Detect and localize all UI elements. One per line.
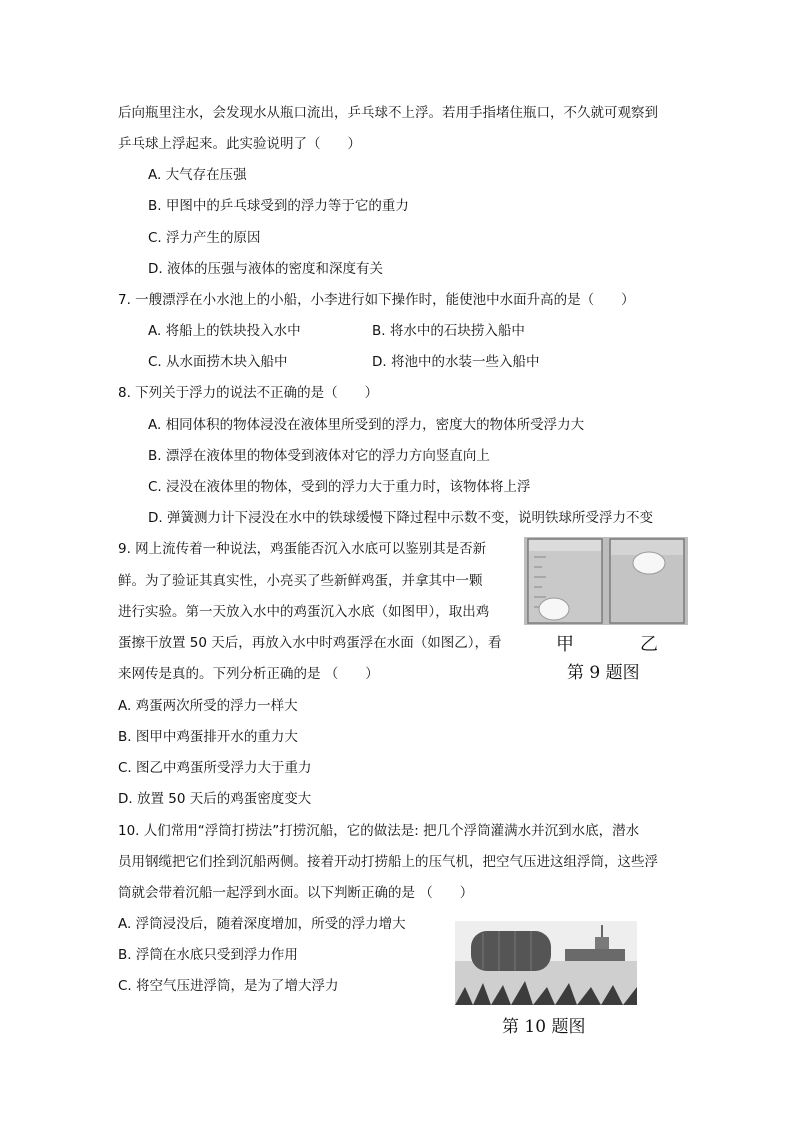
- q8-option-b: B. 漂浮在液体里的物体受到液体对它的浮力方向竖直向上: [148, 448, 490, 464]
- q10-stem-line-2: 员用钢缆把它们拴到沉船两侧。接着开动打捞船上的压气机，把空气压进这组浮筒，这些浮: [118, 854, 658, 870]
- q10-option-a: A. 浮筒浸没后，随着深度增加，所受的浮力增大: [118, 916, 406, 932]
- q8-stem: 8. 下列关于浮力的说法不正确的是（ ）: [118, 385, 379, 401]
- q9-stem-line-3: 进行实验。第一天放入水中的鸡蛋沉入水底（如图甲），取出鸡: [118, 604, 490, 620]
- q7-stem: 7. 一艘漂浮在小水池上的小船，小李进行如下操作时，能使池中水面升高的是（ ）: [118, 292, 635, 308]
- q6-option-a: A. 大气存在压强: [148, 167, 247, 183]
- q10-figure-caption: 第 10 题图: [502, 1017, 586, 1037]
- salvage-pontoon-illustration: [455, 921, 637, 1005]
- q7-option-c: C. 从水面捞木块入船中: [148, 354, 288, 370]
- q7-option-d: D. 将池中的水装一些入船中: [372, 354, 540, 370]
- q10-option-c: C. 将空气压进浮筒，是为了增大浮力: [118, 978, 339, 994]
- q6-stem-line-1: 后向瓶里注水，会发现水从瓶口流出，乒乓球不上浮。若用手指堵住瓶口，不久就可观察到: [118, 105, 658, 121]
- q9-stem-line-1: 9. 网上流传着一种说法，鸡蛋能否沉入水底可以鉴别其是否新: [118, 541, 487, 557]
- q9-option-d: D. 放置 50 天后的鸡蛋密度变大: [118, 791, 312, 807]
- q10-stem-line-3: 筒就会带着沉船一起浮到水面。以下判断正确的是 （ ）: [118, 885, 474, 901]
- q9-egg-beakers-figure: [524, 537, 688, 625]
- q9-stem-line-2: 鲜。为了验证其真实性，小亮买了些新鲜鸡蛋，并拿其中一颗: [118, 573, 483, 589]
- q9-label-jia: 甲: [556, 634, 574, 655]
- q8-option-a: A. 相同体积的物体浸没在液体里所受到的浮力，密度大的物体所受浮力大: [148, 417, 585, 433]
- q9-option-c: C. 图乙中鸡蛋所受浮力大于重力: [118, 760, 312, 776]
- egg-beakers-illustration: [524, 537, 688, 625]
- q6-option-d: D. 液体的压强与液体的密度和深度有关: [148, 261, 383, 277]
- q9-figure-caption: 第 9 题图: [567, 663, 640, 683]
- q9-label-yi: 乙: [640, 634, 658, 655]
- q8-option-c: C. 浸没在液体里的物体，受到的浮力大于重力时，该物体将上浮: [148, 479, 531, 495]
- q7-option-a: A. 将船上的铁块投入水中: [148, 323, 301, 339]
- q6-stem-line-2: 乒乓球上浮起来。此实验说明了（ ）: [118, 136, 361, 152]
- q7-option-b: B. 将水中的石块捞入船中: [372, 323, 525, 339]
- q6-option-b: B. 甲图中的乒乓球受到的浮力等于它的重力: [148, 198, 409, 214]
- q9-option-b: B. 图甲中鸡蛋排开水的重力大: [118, 729, 298, 745]
- q9-stem-line-4: 蛋擦干放置 50 天后，再放入水中时鸡蛋浮在水面（如图乙），看: [118, 635, 502, 651]
- q10-option-b: B. 浮筒在水底只受到浮力作用: [118, 947, 298, 963]
- q9-option-a: A. 鸡蛋两次所受的浮力一样大: [118, 698, 298, 714]
- q10-stem-line-1: 10. 人们常用“浮筒打捞法”打捞沉船，它的做法是: 把几个浮筒灌满水并沉到水底，潜水: [118, 823, 640, 839]
- q6-option-c: C. 浮力产生的原因: [148, 230, 261, 246]
- q10-pontoon-photo: [455, 921, 637, 1005]
- q8-option-d: D. 弹簧测力计下浸没在水中的铁球缓慢下降过程中示数不变，说明铁球所受浮力不变: [148, 510, 653, 526]
- q9-stem-line-5: 来网传是真的。下列分析正确的是 （ ）: [118, 666, 379, 682]
